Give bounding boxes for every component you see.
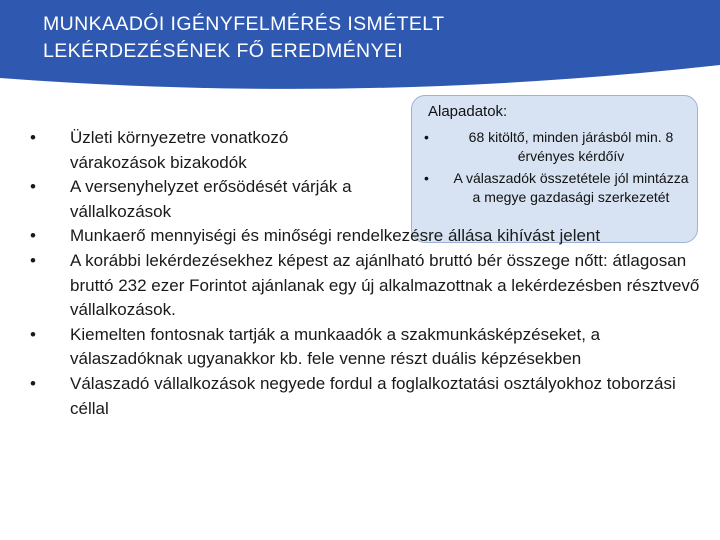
bullet-icon: • [30,373,36,393]
page-title [43,11,683,65]
list-item [30,126,385,175]
list-item-text: Válaszadó vállalkozások negyede fordul a foglalkoztatási osztályokhoz toborzási céllal [70,373,676,418]
page-title-line-2: LEKÉRDEZÉSÉNEK FŐ EREDMÉNYEI [43,40,404,62]
list-item-text: Üzleti környezetre vonatkozó várakozások bizakodók [70,128,289,172]
list-item [30,323,700,372]
bullet-icon: • [30,250,36,270]
info-box-title: Alapadatok: [428,103,508,120]
list-item [30,249,700,323]
page-title-line-1: MUNKAADÓI IGÉNYFELMÉRÉS ISMÉTELT [43,13,445,35]
list-item-text: Kiemelten fontosnak tartják a munkaadók a szakmunkásképzéseket, a válaszadóknak ugyanakkor kb. fele venne részt duális képzésekben [70,324,601,369]
info-box-item-text: A válaszadók összetétele jól mintázza a megye gazdasági szerkezetét [453,170,689,205]
main-bullet-list [30,126,700,421]
list-item-text: Munkaerő mennyiségi és minőségi rendelkezésre állása kihívást jelent [70,226,601,246]
bullet-icon: • [30,324,36,344]
list-item [30,224,700,249]
header-banner [0,0,720,95]
bullet-icon: • [424,129,429,145]
bullet-icon: • [30,128,36,147]
bullet-icon: • [30,177,36,197]
bullet-icon: • [424,170,429,186]
info-box-item-text: 68 kitöltő, minden járásból min. 8 érvényes kérdőív [468,129,674,164]
list-item [30,175,385,224]
bullet-icon: • [30,226,36,246]
list-item-text: A versenyhelyzet erősödését várják a vállalkozások [70,177,352,221]
list-item [30,372,700,421]
list-item-text: A korábbi lekérdezésekhez képest az ajánlható bruttó bér összege nőtt: átlagosan bruttó 232 ezer Forintot ajánlanak egy új alkalmazottnak a lekérdezésben résztvevő vállalkozások. [70,250,700,320]
